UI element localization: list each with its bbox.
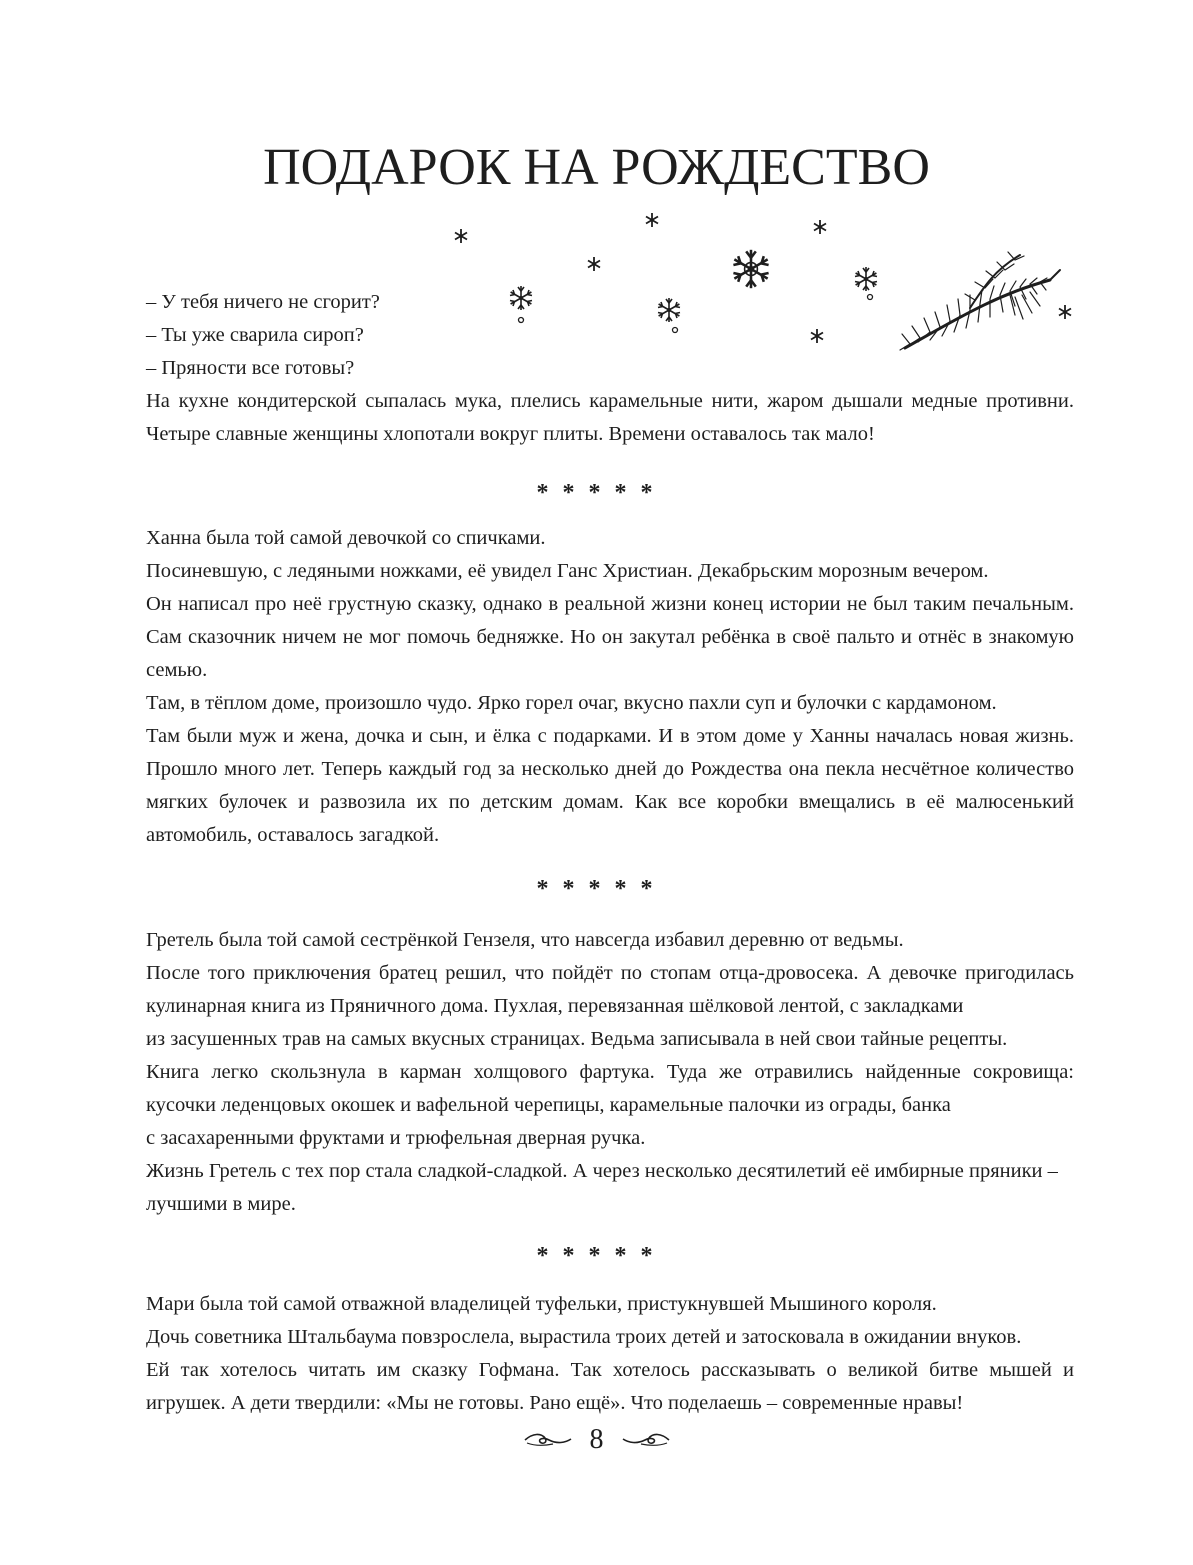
text-line: Жизнь Гретель с тех пор стала сладкой-сладкой. А через несколько десятилетий её имбирные пряники – (146, 1160, 1058, 1182)
dialogue-line: – У тебя ничего не сгорит? (146, 291, 380, 313)
section-separator: * * * * * (536, 480, 657, 506)
text-line: Прошло много лет. Теперь каждый год за несколько дней до Рождества она пекла несчётное количество (146, 758, 1074, 780)
text-line: кулинарная книга из Пряничного дома. Пухлая, перевязанная шёлковой лентой, с закладками (146, 995, 964, 1017)
section-separator: * * * * * (536, 876, 657, 902)
hanna-section (146, 522, 1074, 852)
page-title: ПОДАРОК НА РОЖДЕСТВО (263, 139, 930, 196)
text-line: игрушек. А дети твердили: «Мы не готовы. Рано ещё». Что поделаешь – современные нравы! (146, 1392, 964, 1414)
text-line: Там были муж и жена, дочка и сын, и ёлка с подарками. И в этом доме у Ханны началась новая жизнь. (146, 725, 1074, 747)
star-icon (646, 213, 658, 227)
mari-section (146, 1288, 1074, 1420)
page-number: 8 (589, 1423, 604, 1455)
star-icon (455, 229, 467, 243)
section-separator: * * * * * (536, 1243, 657, 1269)
text-line: из засушенных трав на самых вкусных страницах. Ведьма записывала в ней свои тайные рецепты. (146, 1028, 1008, 1050)
gretel-section (146, 924, 1074, 1221)
text-line: с засахаренными фруктами и трюфельная дверная ручка. (146, 1127, 646, 1149)
dialogue-line: – Пряности все готовы? (146, 357, 355, 379)
text-line: семью. (146, 659, 208, 681)
text-line: Сам сказочник ничем не мог помочь бедняжке. Но он закутал ребёнка в своё пальто и отнёс в знакомую (146, 626, 1074, 648)
flourish-icon (621, 1432, 671, 1448)
text-line: автомобиль, оставалось загадкой. (146, 824, 440, 846)
text-line: После того приключения братец решил, что пойдёт по стопам отца-дровосека. А девочке пригодилась (146, 962, 1074, 984)
dialogue-line: – Ты уже сварила сироп? (146, 324, 364, 346)
text-line: Там, в тёплом доме, произошло чудо. Ярко горел очаг, вкусно пахли суп и булочки с кардамоном. (146, 692, 997, 714)
page-footer (0, 1422, 1193, 1456)
text-line: Дочь советника Штальбаума повзрослела, вырастила троих детей и затосковала в ожидании внуков. (146, 1326, 1022, 1348)
text-line: Ей так хотелось читать им сказку Гофмана. Так хотелось рассказывать о великой битве мышей и (146, 1359, 1074, 1381)
star-icon (814, 220, 826, 234)
star-icon (588, 257, 600, 271)
text-line: Он написал про неё грустную сказку, однако в реальной жизни конец истории не был таким печальным. (146, 593, 1074, 615)
text-line: кусочки леденцовых окошек и вафельной черепицы, карамельные палочки из ограды, банка (146, 1094, 951, 1116)
text-line: лучшими в мире. (146, 1193, 296, 1215)
snowflake-icon (733, 250, 768, 288)
text-line: Гретель была той самой сестрёнкой Гензеля, что навсегда избавил деревню от ведьмы. (146, 929, 904, 951)
intro-section (146, 286, 1074, 451)
text-line: На кухне кондитерской сыпалась мука, плелись карамельные нити, жаром дышали медные противни. (146, 390, 1074, 412)
text-line: Четыре славные женщины хлопотали вокруг плиты. Времени оставалось так мало! (146, 423, 875, 445)
text-line: мягких булочек и развозила их по детским домам. Как все коробки вмещались в её малюсенький (146, 791, 1074, 813)
text-line: Посиневшую, с ледяными ножками, её увидел Ганс Христиан. Декабрьским морозным вечером. (146, 560, 989, 582)
text-line: Ханна была той самой девочкой со спичками. (146, 527, 546, 549)
flourish-icon (523, 1432, 573, 1448)
text-line: Мари была той самой отважной владелицей туфельки, пристукнувшей Мышиного короля. (146, 1293, 937, 1315)
text-line: Книга легко скользнула в карман холщового фартука. Туда же отравились найденные сокровища: (146, 1061, 1074, 1083)
